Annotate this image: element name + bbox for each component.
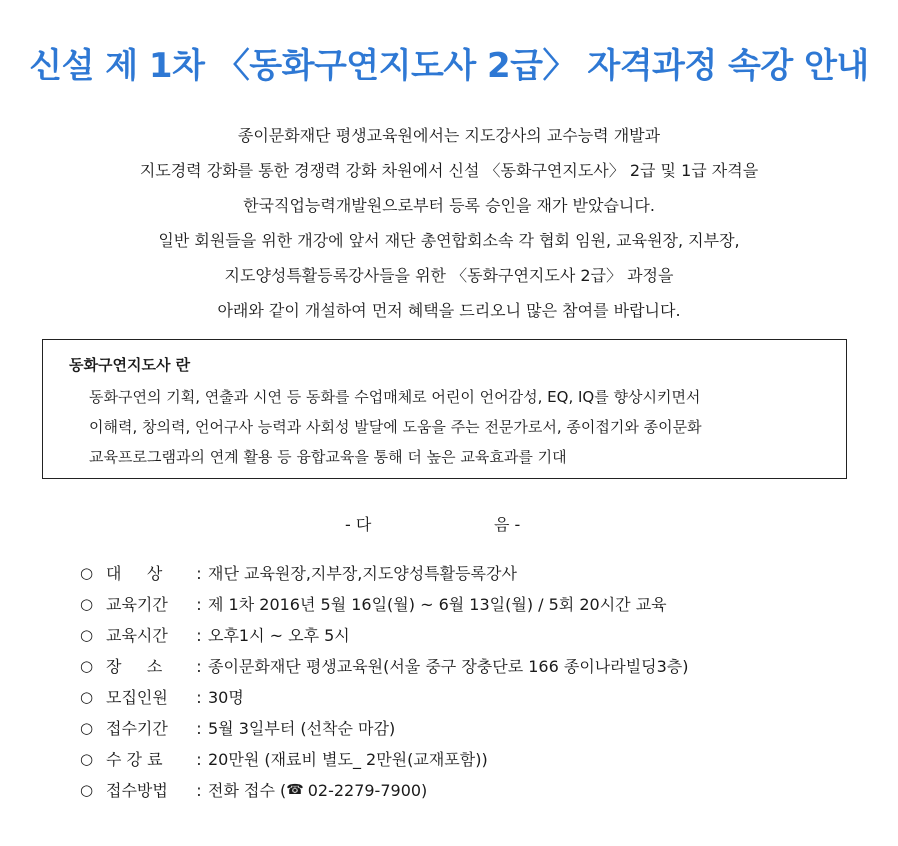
circle-bullet-icon: ○ (80, 719, 94, 737)
circle-bullet-icon: ○ (80, 657, 94, 675)
item-label: 수 강 료 (106, 750, 163, 769)
intro-line: 지도경력 강화를 통한 경쟁력 강화 차원에서 신설 〈동화구연지도사〉 2급 및 1급 자격을 (139, 161, 759, 180)
item-value: 02-2279-7900) (307, 781, 428, 800)
intro-line: 종이문화재단 평생교육원에서는 지도강사의 교수능력 개발과 (237, 126, 661, 145)
intro-line: 지도양성특활등록강사들을 위한 〈동화구연지도사 2급〉 과정을 (224, 266, 674, 285)
details-list (80, 558, 689, 806)
item-label: 접수방법 (106, 781, 168, 800)
notice-heading-left: - 다 (345, 515, 372, 534)
intro-paragraph (0, 118, 898, 328)
item-value: 20만원 (재료비 별도_ 2만원(교재포함)) (208, 750, 488, 769)
intro-line: 한국직업능력개발원으로부터 등록 승인을 재가 받았습니다. (243, 196, 655, 215)
definition-box (42, 339, 847, 479)
list-item: ○ 장 소 : 종이문화재단 평생교육원(서울 중구 장충단로 166 종이나라빌딩3층) (80, 651, 689, 682)
circle-bullet-icon: ○ (80, 781, 94, 799)
item-label: 교육시간 (106, 626, 168, 645)
circle-bullet-icon: ○ (80, 626, 94, 644)
intro-line: 아래와 같이 개설하여 먼저 혜택을 드리오니 많은 참여를 바랍니다. (217, 301, 681, 320)
definition-line: 교육프로그램과의 연계 활용 등 융합교육을 통해 더 높은 교육효과를 기대 (89, 448, 567, 466)
list-item: ○ 수 강 료 : 20만원 (재료비 별도_ 2만원(교재포함)) (80, 744, 689, 775)
list-item: ○ 접수방법 : 전화 접수 ( ☎ 02-2279-7900) (80, 775, 689, 806)
definition-text (89, 382, 702, 472)
circle-bullet-icon: ○ (80, 595, 94, 613)
list-item: ○ 교육시간 : 오후1시 ~ 오후 5시 (80, 620, 689, 651)
item-label: 장 소 (106, 657, 163, 676)
item-value: 재단 교육원장,지부장,지도양성특활등록강사 (208, 564, 517, 583)
list-item: ○ 모집인원 : 30명 (80, 682, 689, 713)
page-title: 신설 제 1차 〈동화구연지도사 2급〉 자격과정 속강 안내 (29, 46, 869, 86)
list-item: ○ 대 상 : 재단 교육원장,지부장,지도양성특활등록강사 (80, 558, 689, 589)
circle-bullet-icon: ○ (80, 688, 94, 706)
item-label: 교육기간 (106, 595, 168, 614)
circle-bullet-icon: ○ (80, 564, 94, 582)
item-value: 30명 (208, 688, 244, 707)
item-label: 모집인원 (106, 688, 168, 707)
definition-line: 동화구연의 기획, 연출과 시연 등 동화를 수업매체로 어린이 언어감성, EQ, IQ를 향상시키면서 (89, 388, 701, 406)
circle-bullet-icon: ○ (80, 750, 94, 768)
list-item: ○ 교육기간 : 제 1차 2016년 5월 16일(월) ~ 6월 13일(월) / 5회 20시간 교육 (80, 589, 689, 620)
item-value: 제 1차 2016년 5월 16일(월) ~ 6월 13일(월) / 5회 20시간 교육 (208, 595, 667, 614)
item-value: 오후1시 ~ 오후 5시 (208, 626, 350, 645)
intro-line: 일반 회원들을 위한 개강에 앞서 재단 총연합회소속 각 협회 임원, 교육원장, 지부장, (158, 231, 740, 250)
definition-line: 이해력, 창의력, 언어구사 능력과 사회성 발달에 도움을 주는 전문가로서, 종이접기와 종이문화 (89, 418, 702, 436)
notice-heading-right: 음 - (494, 515, 521, 534)
item-label: 접수기간 (106, 719, 168, 738)
item-value-prefix: 전화 접수 ( (208, 781, 287, 800)
item-label: 대 상 (106, 564, 163, 583)
item-value: 5월 3일부터 (선착순 마감) (208, 719, 396, 738)
item-value: 종이문화재단 평생교육원(서울 중구 장충단로 166 종이나라빌딩3층) (208, 657, 689, 676)
phone-icon: ☎ (286, 782, 304, 798)
list-item: ○ 접수기간 : 5월 3일부터 (선착순 마감) (80, 713, 689, 744)
definition-title: 동화구연지도사 란 (69, 356, 191, 374)
